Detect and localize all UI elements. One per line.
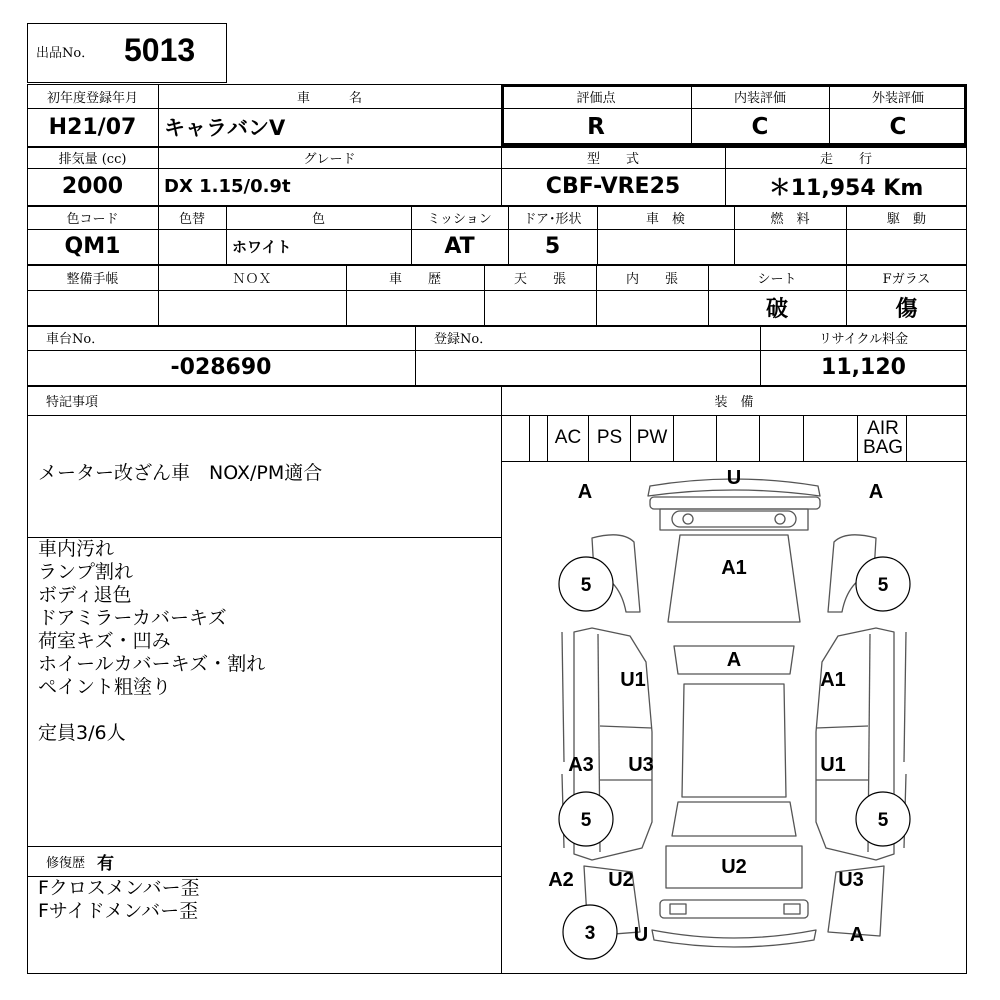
notes-label: 特記事項 — [46, 394, 99, 410]
interior-score-label: 内装評価 — [733, 90, 786, 106]
list-item: Fクロスメンバー歪 — [38, 877, 200, 899]
notes-top: メーター改ざん車 NOX/PM適合 — [38, 462, 323, 484]
damage-mark-left-rear: U2 — [608, 869, 634, 891]
damage-mark-left-front-door: U1 — [620, 669, 646, 691]
seat-label: シート — [757, 271, 797, 287]
tire-rear-right: 5 — [877, 810, 889, 831]
nox-label: ＮＯＸ — [232, 271, 272, 287]
registration-value — [415, 350, 760, 385]
color-label: 色 — [311, 211, 325, 227]
damage-mark-front-bumper: U — [726, 467, 742, 489]
door-label: ドア･形状 — [523, 211, 582, 227]
registration-label: 登録No． — [434, 332, 493, 347]
list-item: ペイント粗塗り — [38, 676, 172, 698]
lot-number: 5013 — [124, 32, 196, 68]
chassis-value: -028690 — [170, 355, 272, 380]
displacement-value: 2000 — [61, 174, 124, 199]
damage-mark-front-left: A — [577, 481, 593, 503]
list-item: 荷室キズ・凹み — [38, 630, 171, 652]
fuel-value — [734, 229, 846, 264]
equipment-row — [529, 415, 907, 461]
damage-mark-right-rear-quarter: U3 — [838, 869, 864, 891]
grade-value: DX 1.15/0.9t — [164, 176, 291, 197]
first-reg-label: 初年度登録年月 — [46, 90, 138, 106]
f-glass-value: 傷 — [895, 296, 918, 322]
damage-mark-right-front-door: A1 — [820, 669, 846, 691]
mileage-label: 走 行 — [819, 151, 872, 167]
seat-value: 破 — [765, 296, 788, 322]
exterior-score-label: 外装評価 — [871, 90, 924, 106]
tire-spare: 3 — [584, 923, 596, 944]
list-item: 車内汚れ — [38, 538, 115, 560]
repair-label: 修復歴 — [46, 856, 86, 871]
history-label: 車 歴 — [388, 271, 441, 287]
damage-mark-roof-front: A — [726, 649, 742, 671]
history-value — [346, 290, 484, 325]
tire-front-left: 5 — [580, 575, 592, 596]
repair-list — [38, 877, 200, 923]
sunroof-value — [484, 290, 596, 325]
equipment-airbag: AIR BAG — [862, 418, 904, 458]
transmission-value: AT — [444, 234, 475, 259]
drive-value — [846, 229, 967, 264]
damage-mark-left-rear-quarter: A2 — [548, 869, 574, 891]
color-change-label: 色替 — [178, 211, 205, 227]
color-value: ホワイト — [232, 238, 292, 256]
equipment-cell — [717, 415, 760, 461]
equipment-pw: PW — [631, 415, 674, 461]
tire-front-right: 5 — [877, 575, 889, 596]
exterior-score-value: C — [889, 114, 907, 140]
damage-mark-rear-bumper: U — [633, 924, 649, 946]
equipment-cell — [674, 415, 717, 461]
lot-number-box — [27, 23, 227, 83]
equipment-ps: PS — [589, 415, 631, 461]
color-code-label: 色コード — [66, 211, 119, 227]
door-value: 5 — [544, 234, 561, 259]
displacement-label: 排気量 (cc) — [58, 151, 127, 167]
grade-label: グレード — [303, 151, 356, 167]
equipment-ac: AC — [548, 415, 589, 461]
car-name-value: キャラバンV — [164, 116, 286, 140]
list-item: ホイールカバーキズ・割れ — [38, 653, 266, 675]
damage-mark-left-rear-door: U3 — [628, 754, 654, 776]
equipment-cell — [530, 415, 548, 461]
interior-trim-label: 内 張 — [625, 271, 678, 287]
f-glass-label: Fガラス — [882, 271, 931, 287]
model-label: 型 式 — [586, 151, 639, 167]
list-item: 定員3/6人 — [38, 722, 126, 744]
damage-mark-hood: A1 — [721, 557, 747, 579]
list-item: ボディ退色 — [38, 584, 132, 606]
repair-row — [46, 847, 114, 876]
inspection-value — [597, 229, 734, 264]
list-item — [38, 699, 265, 722]
chassis-label: 車台No． — [46, 332, 105, 347]
damage-mark-rear-right: A — [849, 924, 865, 946]
sunroof-label: 天 張 — [513, 271, 566, 287]
score-value: R — [587, 114, 605, 140]
interior-trim-value — [596, 290, 708, 325]
equipment-cell — [760, 415, 804, 461]
color-code-value: QM1 — [64, 234, 121, 259]
first-reg-value: H21/07 — [48, 114, 137, 140]
damage-mark-right-rear-door: U1 — [820, 754, 846, 776]
maintenance-value — [27, 290, 158, 325]
equipment-cell — [804, 415, 858, 461]
transmission-label: ミッション — [427, 211, 492, 227]
list-item: Fサイドメンバー歪 — [38, 900, 199, 922]
damage-mark-front-right: A — [868, 481, 884, 503]
color-change-value — [158, 229, 226, 264]
fuel-label: 燃 料 — [770, 211, 810, 227]
recycle-label: リサイクル料金 — [818, 332, 909, 347]
maintenance-label: 整備手帳 — [66, 271, 119, 287]
list-item: ドアミラーカバーキズ — [38, 607, 227, 629]
tire-rear-left: 5 — [580, 810, 592, 831]
damage-mark-rear-gate: U2 — [721, 856, 747, 878]
repair-value: 有 — [97, 854, 115, 874]
car-damage-diagram — [502, 462, 966, 973]
damage-mark-left-sill: A3 — [568, 754, 594, 776]
score-label: 評価点 — [576, 90, 616, 106]
recycle-value: 11,120 — [821, 355, 906, 380]
car-name-label: 車 名 — [296, 90, 362, 106]
inspection-label: 車 検 — [645, 211, 685, 227]
equipment-label: 装 備 — [714, 394, 754, 410]
mileage-value: ＊11,954 Km — [768, 176, 924, 201]
drive-label: 駆 動 — [886, 211, 926, 227]
notes-list — [38, 538, 265, 745]
model-value: CBF-VRE25 — [545, 174, 681, 199]
nox-value — [158, 290, 346, 325]
lot-number-label: 出品No． — [36, 46, 95, 61]
interior-score-value: C — [751, 114, 769, 140]
list-item: ランプ割れ — [38, 561, 134, 583]
